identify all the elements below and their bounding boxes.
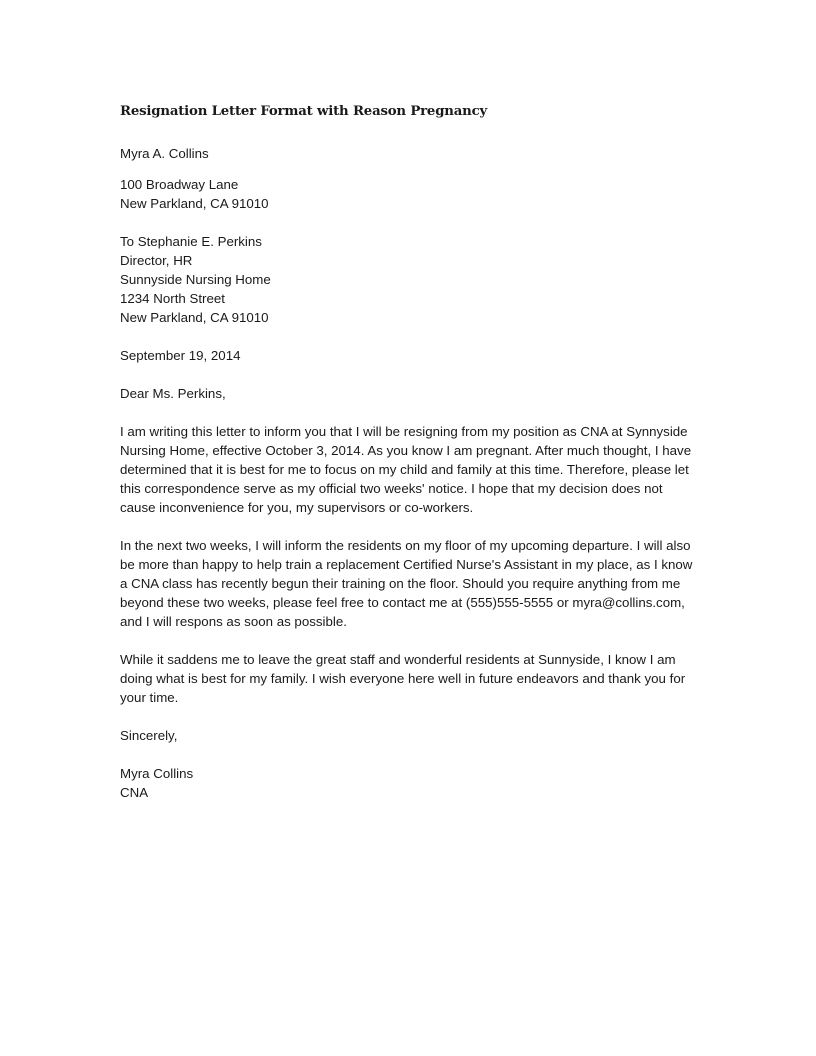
sender-address (120, 175, 710, 213)
paragraph-line: beyond these two weeks, please feel free to contact me at (555)555-5555 or myra@collins.com, (120, 595, 685, 610)
salutation: Dear Ms. Perkins, (120, 386, 226, 401)
letter-page (120, 102, 710, 821)
paragraph-line: determined that it is best for me to focus on my child and family at this time. Therefore, please let (120, 462, 689, 477)
body-paragraph-3 (120, 650, 710, 707)
salutation-block (120, 384, 710, 403)
sender-address-line: New Parkland, CA 91010 (120, 196, 269, 211)
signature-title: CNA (120, 785, 149, 800)
paragraph-line: Nursing Home, effective October 3, 2014. As you know I am pregnant. After much thought, I have (120, 443, 692, 458)
signature-block (120, 764, 710, 802)
sender-address-line: 100 Broadway Lane (120, 177, 239, 192)
paragraph-line: I am writing this letter to inform you that I will be resigning from my position as CNA at Synnyside (120, 424, 688, 439)
recipient-line: Director, HR (120, 253, 193, 268)
body-paragraph-2 (120, 536, 710, 631)
letter-date: September 19, 2014 (120, 348, 241, 363)
letter-date-block (120, 346, 710, 365)
body-paragraph-1 (120, 422, 710, 517)
sender-name: Myra A. Collins (120, 146, 209, 161)
recipient-address (120, 232, 710, 327)
paragraph-line: your time. (120, 690, 179, 705)
recipient-line: Sunnyside Nursing Home (120, 272, 271, 287)
paragraph-line: this correspondence serve as my official two weeks' notice. I hope that my decision does not (120, 481, 663, 496)
recipient-line: To Stephanie E. Perkins (120, 234, 262, 249)
paragraph-line: a CNA class has recently begun their training on the floor. Should you require anything from me (120, 576, 681, 591)
paragraph-line: cause inconvenience for you, my supervisors or co-workers. (120, 500, 474, 515)
document-title: Resignation Letter Format with Reason Pregnancy (120, 104, 488, 119)
paragraph-line: While it saddens me to leave the great staff and wonderful residents at Sunnyside, I know I am (120, 652, 676, 667)
closing: Sincerely, (120, 728, 178, 743)
paragraph-line: doing what is best for my family. I wish everyone here well in future endeavors and thank you for (120, 671, 686, 686)
paragraph-line: In the next two weeks, I will inform the residents on my floor of my upcoming departure. I will also (120, 538, 691, 553)
paragraph-line: and I will respons as soon as possible. (120, 614, 347, 629)
sender-name-block (120, 144, 710, 163)
signature-name: Myra Collins (120, 766, 194, 781)
closing-block (120, 726, 710, 745)
paragraph-line: be more than happy to help train a replacement Certified Nurse's Assistant in my place, as I know (120, 557, 693, 572)
recipient-line: 1234 North Street (120, 291, 225, 306)
recipient-line: New Parkland, CA 91010 (120, 310, 269, 325)
